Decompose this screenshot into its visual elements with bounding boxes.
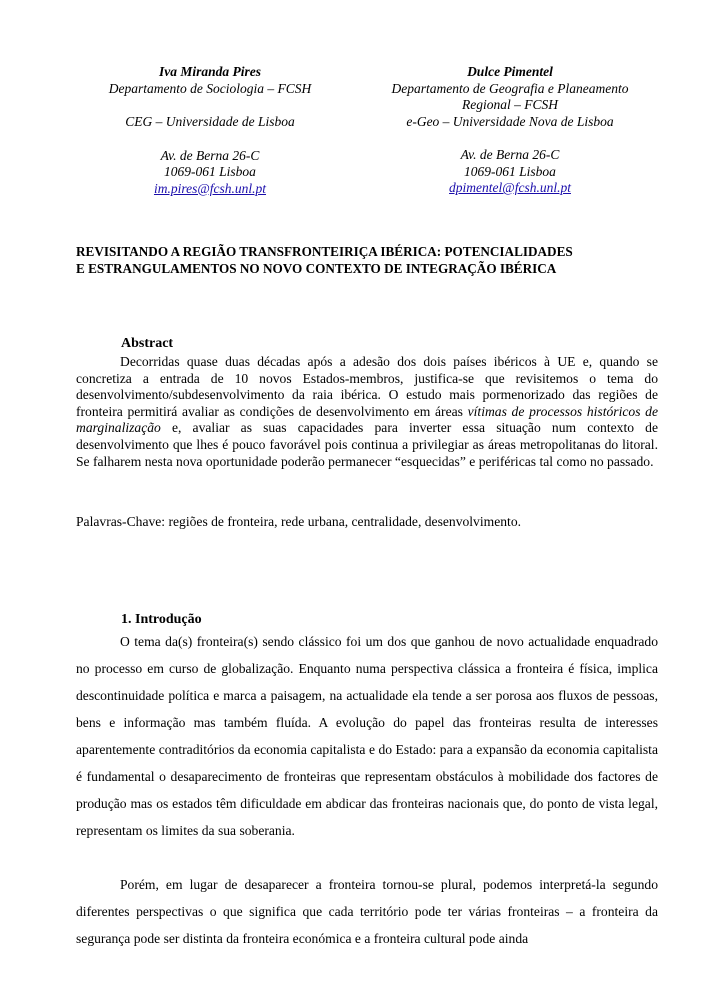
abstract-text-italic: vítimas de processos históricos de marginalização <box>76 403 658 436</box>
abstract-text-part: e, avaliar as suas capacidades para inverter essa situação num contexto de desenvolvimento que lhes é pouco favorável pois continua a privilegiar as áreas metropolitanas do litoral. Se falharem nesta nova oportunidade poderão permanecer “esquecidas” e periféricas tal como no passado. <box>76 420 658 469</box>
author-address-street: Av. de Berna 26-C <box>160 147 260 163</box>
abstract-heading: Abstract <box>121 336 174 351</box>
section-heading: 1. Introdução <box>121 612 202 627</box>
author-institution: CEG – Universidade de Lisboa <box>125 114 295 129</box>
author-affiliation: Departamento de Sociologia – FCSH <box>108 80 312 96</box>
author-name: Iva Miranda Pires <box>158 64 261 79</box>
abstract-text-part: Decorridas quase duas décadas após a adesão dos dois países ibéricos à UE e, quando se concretiza a entrada de 10 novos Estados-membros, justifica-se que revisitemos o tema do desenvolvimento/subdesenvolvimento da raia ibérica. O estudo mais pormenorizado das regiões de fronteira permitirá avaliar as condições de desenvolvimento em áreas <box>76 354 658 419</box>
author-address-city: 1069-061 Lisboa <box>464 163 556 179</box>
author-affiliation: Departamento de Geografia e Planeamento <box>391 80 629 96</box>
paper-title <box>76 244 656 277</box>
paper-title-line: E ESTRANGULAMENTOS NO NOVO CONTEXTO DE INTEGRAÇÃO IBÉRICA <box>76 260 557 276</box>
author-address-city: 1069-061 Lisboa <box>164 164 256 179</box>
author-institution: e-Geo – Universidade Nova de Lisboa <box>406 113 614 129</box>
author-address-street: Av. de Berna 26-C <box>460 147 560 162</box>
author-2 <box>370 64 650 197</box>
author-affiliation-cont: Regional – FCSH <box>462 97 558 112</box>
paper-title-line: REVISITANDO A REGIÃO TRANSFRONTEIRIÇA IBÉRICA: POTENCIALIDADES <box>76 244 573 259</box>
author-email-link[interactable]: im.pires@fcsh.unl.pt <box>153 180 267 196</box>
author-name: Dulce Pimentel <box>467 64 553 79</box>
keywords: Palavras-Chave: regiões de fronteira, rede urbana, centralidade, desenvolvimento. <box>76 514 522 529</box>
author-email-link[interactable]: dpimentel@fcsh.unl.pt <box>449 180 571 195</box>
authors-block <box>70 64 650 204</box>
abstract-text <box>76 354 658 470</box>
body-paragraph: O tema da(s) fronteira(s) sendo clássico foi um dos que ganhou de novo actualidade enquadrado no processo em curso de globalização. Enquanto numa perspectiva clássica a fronteira é física, implica descontinuidade política e marca a paisagem, na actualidade ela tende a ser porosa aos fluxos de pessoas, bens e informação mas também fluída. A evolução do papel das fronteiras resulta de interesses aparentemente contraditórios da economia capitalista e do Estado: para a expansão da economia capitalista é fundamental o desaparecimento de fronteiras que representam obstáculos à mobilidade dos factores de produção mas os estados têm dificuldade em abdicar das fronteiras nacionais que, do ponto de vista legal, representam os limites da sua soberania. <box>76 634 658 838</box>
body-paragraph: Porém, em lugar de desaparecer a fronteira tornou-se plural, podemos interpretá-la segundo diferentes perspectivas o que significa que cada território pode ter várias fronteiras – a fronteira da segurança pode ser distinta da fronteira económica e a fronteira cultural pode ainda <box>76 877 658 946</box>
author-1 <box>70 64 350 197</box>
